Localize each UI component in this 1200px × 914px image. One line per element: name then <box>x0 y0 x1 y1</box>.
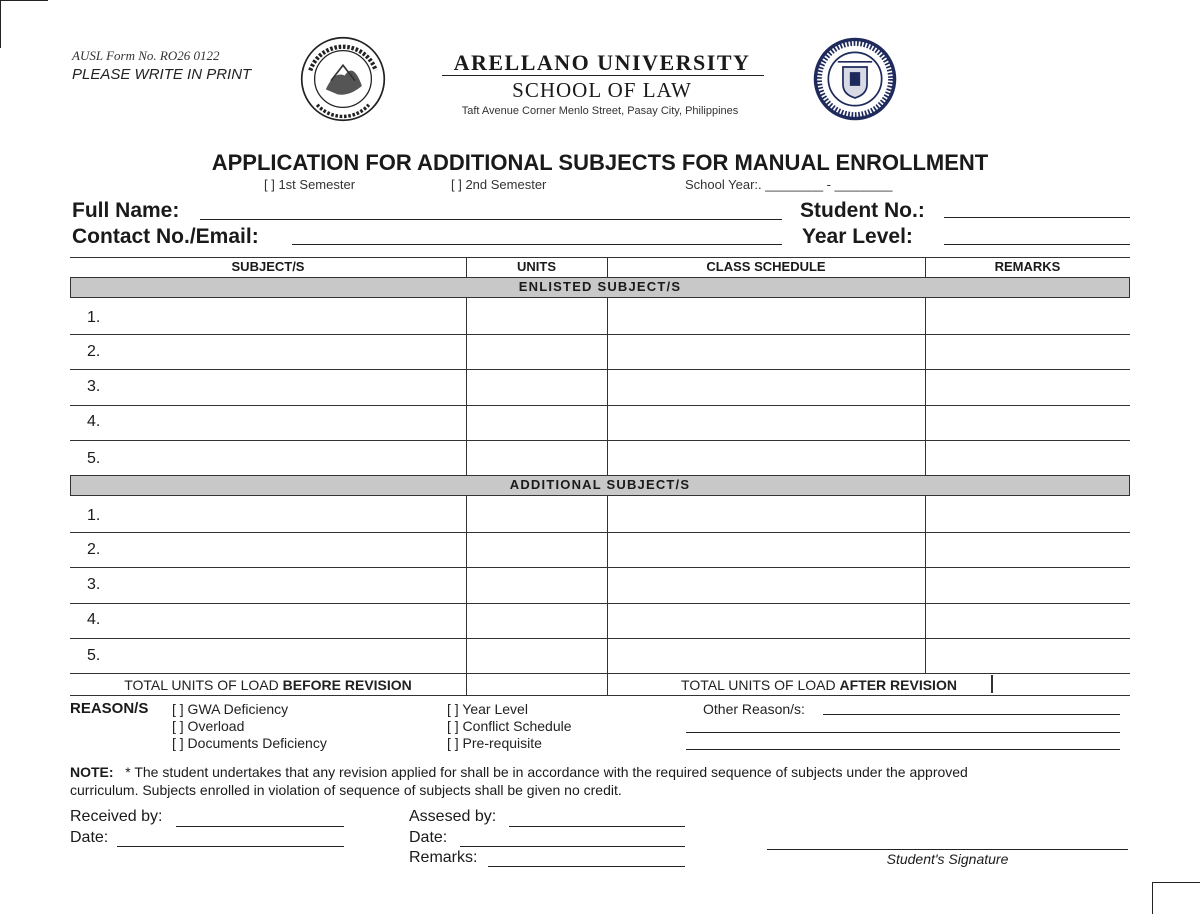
column-divider <box>925 257 926 277</box>
header-remarks: REMARKS <box>994 259 1061 274</box>
received-by-field[interactable] <box>176 826 344 827</box>
signature-label: Student's Signature <box>886 851 1009 867</box>
column-divider <box>925 298 926 475</box>
remarks-field[interactable] <box>488 866 685 867</box>
column-divider <box>607 298 608 475</box>
row-number: 2. <box>87 541 101 558</box>
date-label: Date: <box>409 829 448 846</box>
remarks-label: Remarks: <box>409 849 478 866</box>
row-number: 1. <box>87 309 101 326</box>
crop-mark <box>0 0 1 48</box>
school-year-field[interactable]: School Year:. ________ - ________ <box>685 177 893 192</box>
note-text: curriculum. Subjects enrolled in violation of sequence of subjects shall be given no credit. <box>70 782 622 798</box>
school-name: SCHOOL OF LAW <box>512 78 692 102</box>
total-before-field[interactable] <box>468 676 605 694</box>
row-divider <box>70 369 1130 370</box>
crop-mark <box>1152 882 1200 883</box>
note-line: NOTE: * The student undertakes that any revision applied for shall be in accordance with the required sequence of subjects under the approved <box>70 764 968 780</box>
column-divider <box>607 496 608 695</box>
first-semester-checkbox[interactable]: [ ] 1st Semester <box>264 177 356 192</box>
form-title: APPLICATION FOR ADDITIONAL SUBJECTS FOR MANUAL ENROLLMENT <box>211 150 989 175</box>
column-divider <box>607 257 608 277</box>
column-divider <box>466 257 467 277</box>
law-school-seal-icon <box>812 36 898 122</box>
row-divider <box>70 405 1130 406</box>
full-name-label: Full Name: <box>72 199 180 222</box>
row-number: 3. <box>87 576 101 593</box>
divider <box>442 75 764 76</box>
header-subjects: SUBJECT/S <box>231 259 305 274</box>
column-divider <box>466 298 467 475</box>
other-reasons-field[interactable] <box>823 714 1120 715</box>
reasons-label: REASON/S <box>70 700 149 717</box>
row-divider <box>70 440 1130 441</box>
row-divider <box>70 334 1130 335</box>
row-divider <box>70 673 1130 674</box>
crop-mark <box>1152 882 1153 914</box>
year-level-label: Year Level: <box>802 225 913 248</box>
documents-deficiency-checkbox[interactable]: [ ] Documents Deficiency <box>172 735 327 751</box>
table-bottom-border <box>70 695 1130 696</box>
other-reasons-field[interactable] <box>686 749 1120 750</box>
header-units: UNITS <box>517 259 556 274</box>
date-label: Date: <box>70 829 109 846</box>
student-no-field[interactable] <box>944 217 1130 218</box>
enlisted-subjects-band: ENLISTED SUBJECT/S <box>70 277 1130 298</box>
student-no-label: Student No.: <box>800 199 925 222</box>
received-by-label: Received by: <box>70 808 163 825</box>
date-field[interactable] <box>460 846 685 847</box>
row-number: 3. <box>87 378 101 395</box>
contact-field[interactable] <box>292 244 782 245</box>
total-after-revision-label: TOTAL UNITS OF LOAD AFTER REVISION <box>681 677 957 693</box>
column-divider <box>925 496 926 673</box>
pre-requisite-checkbox[interactable]: [ ] Pre-requisite <box>447 735 542 751</box>
assessed-by-field[interactable] <box>509 826 685 827</box>
form-number: AUSL Form No. RO26 0122 <box>72 48 220 63</box>
conflict-schedule-checkbox[interactable]: [ ] Conflict Schedule <box>447 718 572 734</box>
total-after-field[interactable] <box>994 676 1130 694</box>
school-address: Taft Avenue Corner Menlo Street, Pasay City, Philippines <box>461 105 739 117</box>
row-divider <box>70 567 1130 568</box>
other-reasons-field[interactable] <box>686 732 1120 733</box>
year-level-field[interactable] <box>944 244 1130 245</box>
total-before-revision-label: TOTAL UNITS OF LOAD BEFORE REVISION <box>124 677 412 693</box>
university-seal-icon <box>300 36 386 122</box>
signature-field[interactable] <box>767 849 1128 850</box>
row-number: 5. <box>87 450 101 467</box>
crop-mark <box>0 0 48 1</box>
gwa-deficiency-checkbox[interactable]: [ ] GWA Deficiency <box>172 701 289 717</box>
row-divider <box>70 532 1130 533</box>
university-name: ARELLANO UNIVERSITY <box>453 50 751 75</box>
second-semester-checkbox[interactable]: [ ] 2nd Semester <box>451 177 547 192</box>
row-number: 4. <box>87 611 101 628</box>
row-number: 5. <box>87 647 101 664</box>
date-field[interactable] <box>117 846 344 847</box>
row-number: 4. <box>87 413 101 430</box>
assessed-by-label: Assesed by: <box>409 808 497 825</box>
contact-label: Contact No./Email: <box>72 225 259 248</box>
full-name-field[interactable] <box>200 219 782 220</box>
column-divider <box>466 496 467 695</box>
print-instruction: PLEASE WRITE IN PRINT <box>72 66 252 83</box>
row-divider <box>70 638 1130 639</box>
table-border <box>70 257 1130 258</box>
row-number: 2. <box>87 343 101 360</box>
other-reasons-label: Other Reason/s: <box>703 701 805 717</box>
additional-subjects-band: ADDITIONAL SUBJECT/S <box>70 475 1130 496</box>
row-number: 1. <box>87 507 101 524</box>
row-divider <box>70 603 1130 604</box>
year-level-checkbox[interactable]: [ ] Year Level <box>447 701 528 717</box>
header-class-schedule: CLASS SCHEDULE <box>706 259 826 274</box>
overload-checkbox[interactable]: [ ] Overload <box>172 718 245 734</box>
